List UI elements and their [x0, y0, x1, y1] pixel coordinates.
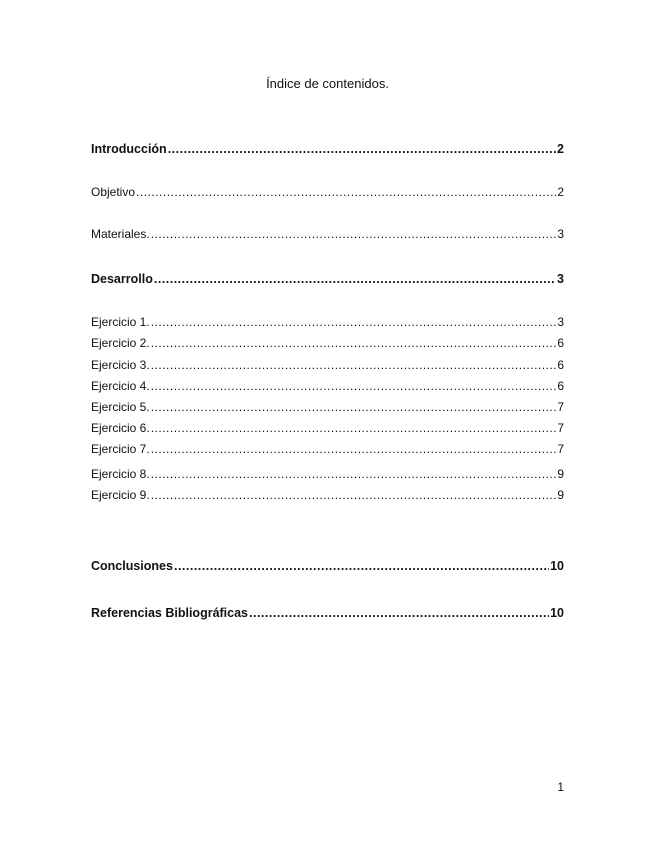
toc-entry-ejercicio-8[interactable]: [91, 465, 564, 483]
toc-entry-page: 6: [557, 336, 564, 350]
toc-leader-dots: [151, 356, 557, 374]
toc-leader-dots: [151, 465, 557, 483]
toc-entry-label: Materiales.: [91, 227, 150, 241]
toc-entry-label: Objetivo: [91, 185, 136, 199]
toc-entry-page: 9: [557, 488, 564, 502]
toc-entry-conclusiones[interactable]: [91, 557, 564, 575]
toc-leader-dots: [174, 557, 549, 575]
toc-entry-page: 7: [557, 442, 564, 456]
toc-entry-ejercicio-5[interactable]: [91, 398, 564, 416]
toc-entry-page: 3: [557, 272, 564, 286]
toc-entry-page: 9: [557, 467, 564, 481]
toc-entry-page: 2: [557, 185, 564, 199]
toc-entry-label: Ejercicio 2.: [91, 336, 150, 350]
toc-entry-ejercicio-4[interactable]: [91, 377, 564, 395]
toc-entry-label: Ejercicio 6.: [91, 421, 150, 435]
toc-entry-label: Referencias Bibliográficas: [91, 606, 249, 620]
toc-entry-label: Ejercicio 4.: [91, 379, 150, 393]
toc-entry-desarrollo[interactable]: [91, 270, 564, 288]
toc-entry-label: Desarrollo: [91, 272, 153, 286]
toc-leader-dots: [151, 225, 557, 243]
toc-entry-ejercicio-3[interactable]: [91, 356, 564, 374]
toc-entry-materiales[interactable]: [91, 225, 564, 243]
toc-leader-dots: [151, 313, 557, 331]
toc-leader-dots: [151, 334, 557, 352]
toc-entry-introduccion[interactable]: [91, 140, 564, 158]
toc-leader-dots: [249, 604, 549, 622]
toc-leader-dots: [151, 377, 557, 395]
toc-entry-page: 6: [557, 379, 564, 393]
toc-entry-label: Ejercicio 8.: [91, 467, 150, 481]
toc-entry-label: Ejercicio 3.: [91, 358, 150, 372]
toc-entry-page: 3: [557, 227, 564, 241]
toc-entry-objetivo[interactable]: [91, 183, 564, 201]
toc-entry-label: Ejercicio 5.: [91, 400, 150, 414]
toc-entry-ejercicio-7[interactable]: [91, 440, 564, 458]
toc-entry-label: Conclusiones: [91, 559, 173, 573]
toc-leader-dots: [136, 183, 556, 201]
toc-leader-dots: [151, 398, 557, 416]
toc-entry-label: Ejercicio 9.: [91, 488, 150, 502]
toc-entry-ejercicio-6[interactable]: [91, 419, 564, 437]
toc-entry-page: 2: [557, 142, 564, 156]
toc-entry-page: 10: [550, 559, 564, 573]
toc-entry-ejercicio-1[interactable]: [91, 313, 564, 331]
toc-entry-page: 10: [550, 606, 564, 620]
toc-leader-dots: [151, 440, 557, 458]
toc-entry-page: 7: [557, 421, 564, 435]
page-number: 1: [557, 780, 564, 794]
toc-entry-page: 3: [557, 315, 564, 329]
toc-entry-ejercicio-2[interactable]: [91, 334, 564, 352]
toc-leader-dots: [154, 270, 556, 288]
toc-entry-referencias[interactable]: [91, 604, 564, 622]
toc-entry-label: Ejercicio 7.: [91, 442, 150, 456]
toc-leader-dots: [151, 486, 557, 504]
toc-leader-dots: [151, 419, 557, 437]
toc-title: Índice de contenidos.: [266, 76, 389, 91]
toc-entry-label: Introducción: [91, 142, 167, 156]
toc-leader-dots: [168, 140, 556, 158]
toc-entry-page: 6: [557, 358, 564, 372]
toc-entry-page: 7: [557, 400, 564, 414]
toc-entry-label: Ejercicio 1.: [91, 315, 150, 329]
toc-entry-ejercicio-9[interactable]: [91, 486, 564, 504]
